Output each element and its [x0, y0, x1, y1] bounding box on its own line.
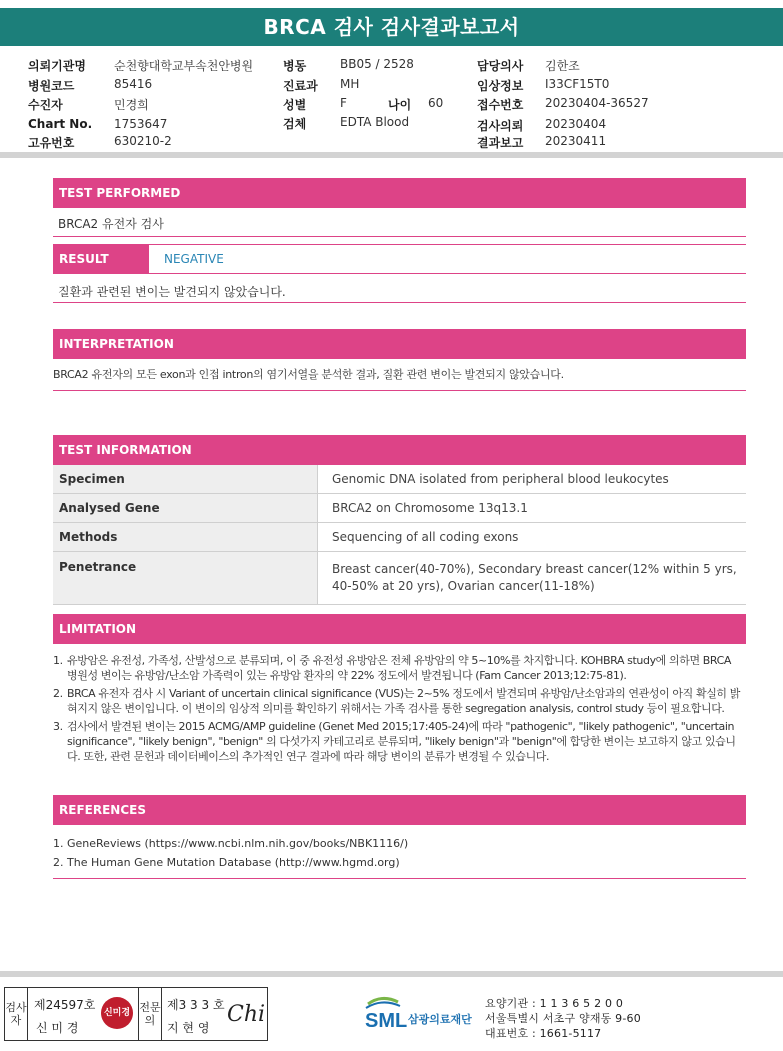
specimen-value: Genomic DNA isolated from peripheral blood leukocytes — [318, 465, 747, 494]
header-value-receipt-no: 20230404-36527 — [545, 96, 649, 110]
test-performed-heading: TEST PERFORMED — [53, 178, 746, 208]
header-value-chart-no: 1753647 — [114, 117, 168, 131]
list-item — [53, 836, 408, 855]
report-title: BRCA 검사 검사결과보고서 — [0, 8, 783, 46]
header-value-hospital-code: 85416 — [114, 77, 153, 91]
header-value-sex: F — [340, 96, 347, 110]
list-item-text: 유방암은 유전성, 가족성, 산발성으로 분류되며, 이 중 유전성 유방암은 전체 유방암의 약 5~10%를 차지합니다. KOHBRA study에 의하면 BRCA 병원성 변이는 유방암/난소암 가족력이 있는 유방암 환자의 약 22% 정도에서 발견됩니다 (Fam Cancer 2013;12:75-81). — [67, 654, 732, 682]
list-item — [53, 686, 743, 716]
signature-box — [4, 987, 268, 1041]
header-key-receipt-no: 접수번호 — [477, 98, 524, 112]
header-key-doctor: 담당의사 — [477, 59, 524, 73]
header-key-institution: 의뢰기관명 — [28, 59, 86, 73]
header-value-age: 60 — [428, 96, 444, 110]
header-key-age: 나이 — [388, 98, 412, 112]
header-value-report-date: 20230411 — [545, 134, 607, 148]
analysed-gene-key: Analysed Gene — [53, 494, 318, 523]
result-description: 질환과 관련된 변이는 발견되지 않았습니다. — [58, 285, 286, 299]
list-item-text: The Human Gene Mutation Database (http://www.hgmd.org) — [67, 856, 400, 869]
penetrance-value: Breast cancer(40-70%), Secondary breast cancer(12% within 5 yrs, 40-50% at 20 yrs), Ovarian cancer(11-18%) — [318, 552, 747, 605]
test-performed-divider — [53, 236, 746, 237]
test-information-heading: TEST INFORMATION — [53, 435, 746, 465]
references-divider — [53, 878, 746, 879]
header-key-specimen: 검체 — [283, 117, 307, 131]
header-key-ward: 병동 — [283, 59, 307, 73]
examiner-license-no: 제24597호 — [34, 998, 96, 1012]
header-value-request-date: 20230404 — [545, 117, 607, 131]
result-divider — [53, 302, 746, 303]
list-item-text: GeneReviews (https://www.ncbi.nlm.nih.gov/books/NBK1116/) — [67, 837, 409, 850]
sml-logo-icon — [362, 994, 482, 1034]
seal-stamp-icon: 신미경 — [101, 997, 133, 1029]
header-value-clinical-info: I33CF15T0 — [545, 77, 610, 91]
table-row — [53, 552, 746, 605]
phone: 대표번호 : 1661-5117 — [485, 1027, 602, 1040]
table-row — [53, 494, 746, 523]
header-value-patient: 민경희 — [114, 98, 149, 112]
header-value-specimen: EDTA Blood — [340, 115, 410, 129]
header-key-request-date: 검사의뢰 — [477, 119, 524, 133]
logo-text: SML — [365, 1010, 408, 1032]
specialist-license-no: 제3 3 3 호 — [167, 998, 225, 1012]
penetrance-key: Penetrance — [53, 552, 318, 605]
analysed-gene-value: BRCA2 on Chromosome 13q13.1 — [318, 494, 747, 523]
specialist-label: 전문의 — [138, 988, 162, 1040]
list-item-number: 1. — [53, 837, 64, 850]
list-item — [53, 719, 743, 764]
header-key-department: 진료과 — [283, 79, 318, 93]
header-value-unique-no: 630210-2 — [114, 134, 172, 148]
interpretation-text: BRCA2 유전자의 모든 exon과 인접 intron의 염기서열을 분석한 결과, 질환 관련 변이는 발견되지 않았습니다. — [53, 368, 564, 381]
result-label: RESULT — [53, 245, 149, 273]
header-key-clinical-info: 임상정보 — [477, 79, 524, 93]
header-value-department: MH — [340, 77, 360, 91]
table-row — [53, 465, 746, 494]
methods-value: Sequencing of all coding exons — [318, 523, 747, 552]
header-key-hospital-code: 병원코드 — [28, 79, 75, 93]
list-item-text: 검사에서 발견된 변이는 2015 ACMG/AMP guideline (Genet Med 2015;17:405-24)에 따라 "pathogenic", "likely pathogenic", "uncertain significance", "likely benign", "benign" 의 다섯가지 카테고리로 분류되며, "likely benign"과 "benign"에 합당한 변이는 보고하지 않고 있습니다. 또한, 관련 문헌과 데이터베이스의 추가적인 연구 결과에 따라 해당 변이의 분류가 변경될 수 있습니다. — [67, 720, 736, 763]
header-key-patient: 수진자 — [28, 98, 63, 112]
table-row — [53, 523, 746, 552]
header-value-doctor: 김한조 — [545, 59, 580, 73]
references-list — [53, 836, 408, 874]
signature-icon: Chi — [227, 1002, 266, 1027]
header-value-ward: BB05 / 2528 — [340, 57, 414, 71]
interpretation-divider — [53, 390, 746, 391]
list-item — [53, 855, 408, 874]
footer-divider — [0, 971, 783, 977]
limitation-heading: LIMITATION — [53, 614, 746, 644]
header-key-chart-no: Chart No. — [28, 117, 93, 131]
list-item — [53, 653, 743, 683]
header-key-unique-no: 고유번호 — [28, 136, 75, 150]
result-row — [53, 244, 746, 274]
list-item-number: 1. — [53, 654, 63, 667]
references-heading: REFERENCES — [53, 795, 746, 825]
header-key-report-date: 결과보고 — [477, 136, 524, 150]
list-item-number: 2. — [53, 856, 64, 869]
list-item-text: BRCA 유전자 검사 시 Variant of uncertain clinical significance (VUS)는 2~5% 정도에서 발견되며 유방암/난소암과의 연관성이 아직 확실히 밝혀지지 않은 변이입니다. 이 변이의 임상적 의미를 확인하기 위해서는 가족 검사를 통한 segregation analysis, control study 등이 필요합니다. — [67, 687, 740, 715]
result-value: NEGATIVE — [164, 252, 224, 266]
header-key-sex: 성별 — [283, 98, 307, 112]
sml-logo — [362, 994, 482, 1038]
org-code: 요양기관 : 1 1 3 6 5 2 0 0 — [485, 997, 624, 1010]
header-value-institution: 순천향대학교부속천안병원 — [114, 59, 254, 73]
interpretation-heading: INTERPRETATION — [53, 329, 746, 359]
specimen-key: Specimen — [53, 465, 318, 494]
header-divider — [0, 152, 783, 158]
limitation-list — [53, 653, 743, 767]
test-performed-value: BRCA2 유전자 검사 — [58, 217, 164, 231]
methods-key: Methods — [53, 523, 318, 552]
examiner-name: 신 미 경 — [36, 1021, 79, 1035]
examiner-label: 검사자 — [5, 988, 28, 1040]
specialist-name: 지 현 영 — [167, 1021, 210, 1035]
list-item-number: 2. — [53, 687, 63, 700]
test-information-table — [53, 465, 746, 605]
logo-name: 삼광의료재단 — [408, 1013, 472, 1026]
list-item-number: 3. — [53, 720, 63, 733]
address: 서울특별시 서초구 양재동 9-60 — [485, 1012, 641, 1025]
